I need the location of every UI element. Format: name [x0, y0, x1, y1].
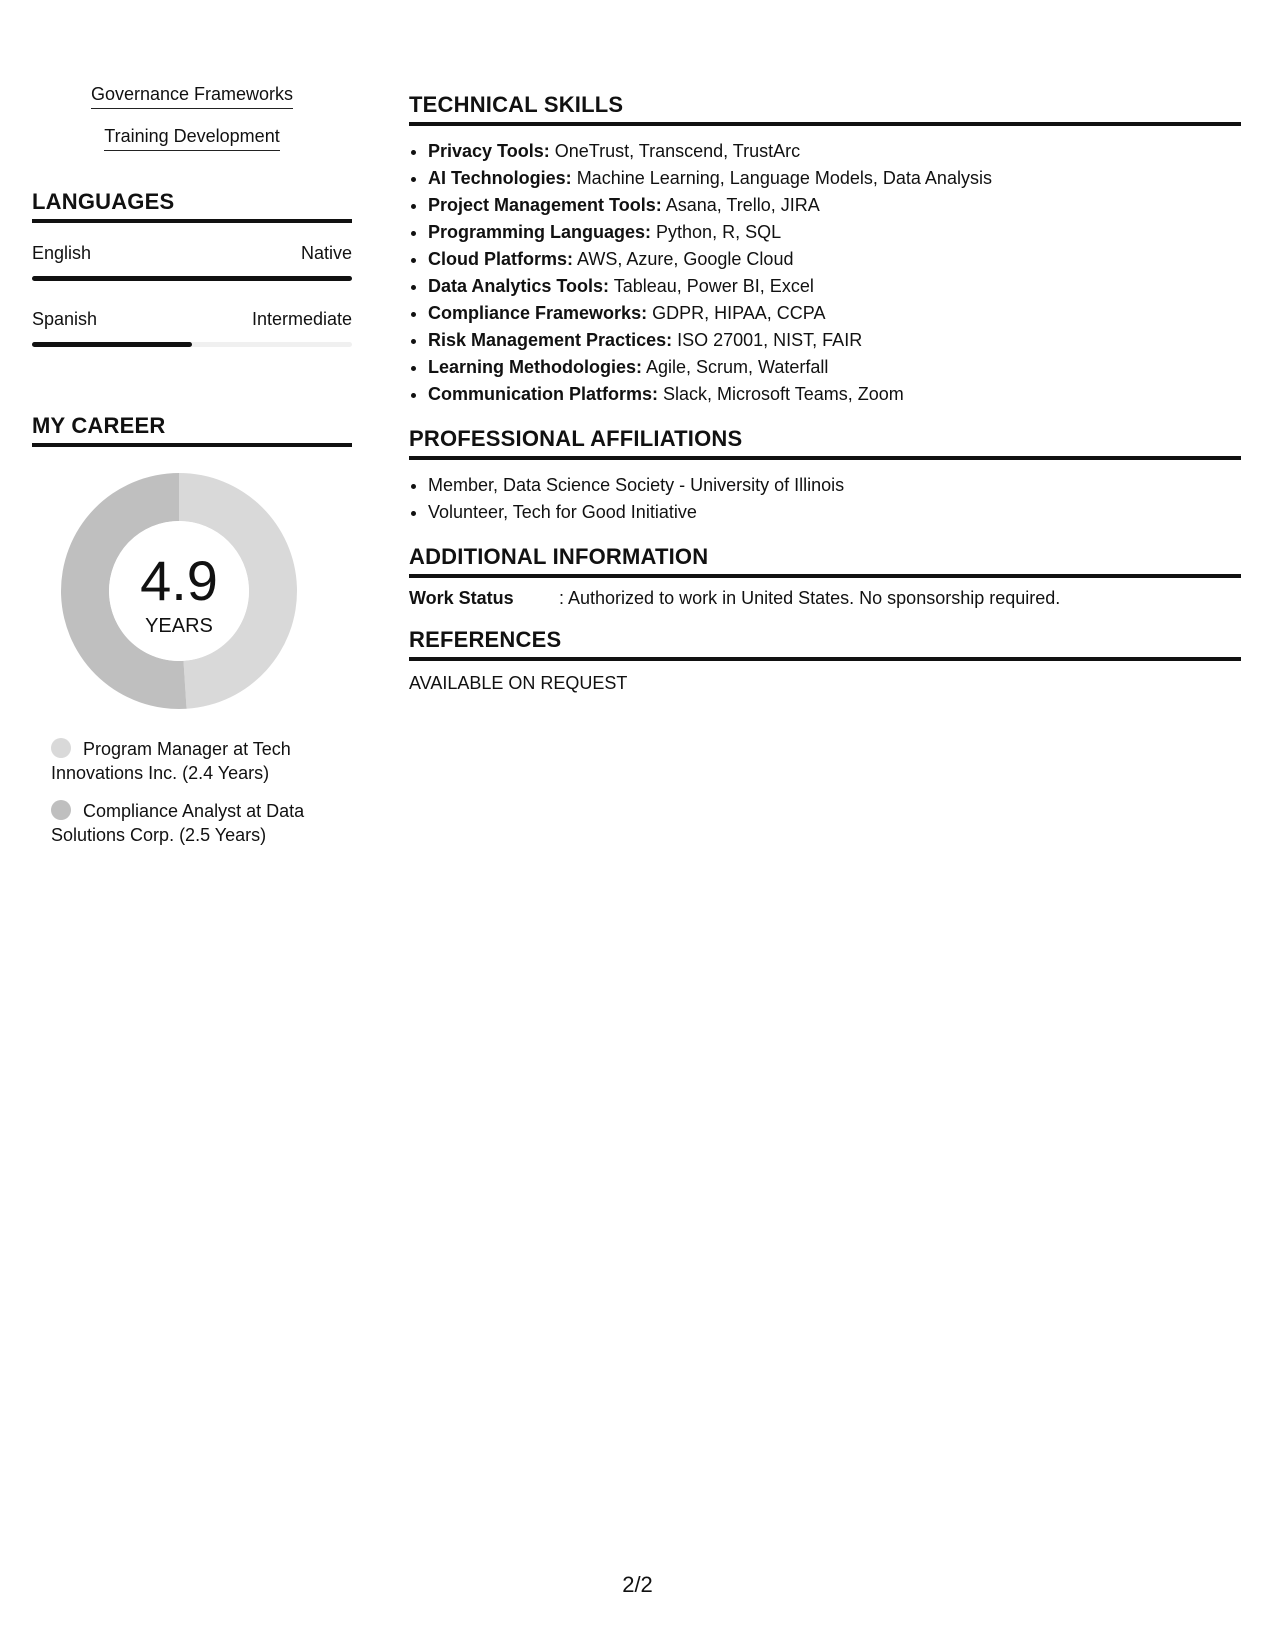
section-heading: ADDITIONAL INFORMATION: [409, 544, 1241, 578]
work-status-row: [409, 588, 1241, 609]
skill-tag-label: Governance Frameworks: [91, 84, 293, 109]
skill-values: Python, R, SQL: [651, 222, 782, 242]
language-proficiency-fill: [32, 342, 192, 347]
language-level: Intermediate: [251, 309, 352, 329]
language-spanish: [32, 309, 352, 347]
skill-tag: [32, 126, 352, 151]
legend-label: Program Manager at Tech Innovations Inc. (2.4 Years): [51, 739, 291, 783]
language-proficiency-bar: [32, 342, 352, 347]
language-name: Spanish: [32, 309, 98, 329]
skill-item: [428, 300, 1241, 327]
skill-item: [428, 219, 1241, 246]
skill-values: Slack, Microsoft Teams, Zoom: [658, 384, 904, 404]
skill-item: [428, 165, 1241, 192]
legend-item: [51, 737, 352, 785]
skill-category: Learning Methodologies:: [428, 357, 642, 377]
technical-skills-section: [409, 92, 1241, 408]
skill-values: Agile, Scrum, Waterfall: [642, 357, 829, 377]
languages-heading: LANGUAGES: [32, 189, 352, 223]
legend-label: Compliance Analyst at Data Solutions Corp. (2.5 Years): [51, 801, 305, 845]
affiliations-section: [409, 426, 1241, 526]
career-total-years: 4.9: [140, 549, 218, 612]
work-status-label: Work Status: [409, 588, 514, 608]
skill-item: [428, 192, 1241, 219]
references-text: AVAILABLE ON REQUEST: [409, 673, 628, 693]
skill-category: Programming Languages:: [428, 222, 652, 242]
section-heading: TECHNICAL SKILLS: [409, 92, 1241, 126]
skill-values: Machine Learning, Language Models, Data Analysis: [571, 168, 992, 188]
section-heading: PROFESSIONAL AFFILIATIONS: [409, 426, 1241, 460]
skill-item: [428, 381, 1241, 408]
right-column: [409, 92, 1241, 712]
technical-skills-list: [409, 138, 1241, 408]
list-item: • Member, Data Science Society - University of Illinois: [428, 472, 1241, 499]
skill-item: [428, 246, 1241, 273]
career-legend: [32, 737, 352, 847]
skill-category: AI Technologies:: [428, 168, 572, 188]
skill-category: Privacy Tools:: [428, 141, 550, 161]
references-section: [409, 627, 1241, 694]
language-level: Native: [300, 243, 352, 263]
skill-category: Cloud Platforms:: [428, 249, 574, 269]
skill-item: [428, 273, 1241, 300]
skill-tag: [32, 84, 352, 109]
skill-category: Data Analytics Tools:: [428, 276, 610, 296]
skill-values: Tableau, Power BI, Excel: [609, 276, 814, 296]
skill-values: ISO 27001, NIST, FAIR: [672, 330, 863, 350]
career-total-unit: YEARS: [145, 615, 213, 637]
skill-values: AWS, Azure, Google Cloud: [573, 249, 794, 269]
work-status-value: : Authorized to work in United States. No sponsorship required.: [559, 588, 1061, 608]
skill-category: Communication Platforms:: [428, 384, 659, 404]
page-number: 2/2: [622, 1572, 653, 1597]
skill-category: Compliance Frameworks:: [428, 303, 648, 323]
additional-info-section: [409, 544, 1241, 609]
affiliations-list: [409, 472, 1241, 526]
skill-values: OneTrust, Transcend, TrustArc: [549, 141, 801, 161]
legend-swatch: [51, 800, 71, 820]
career-donut-chart: [32, 471, 352, 731]
language-proficiency-bar: [32, 276, 352, 281]
skill-item: [428, 327, 1241, 354]
skill-tag-label: Training Development: [104, 126, 279, 151]
left-column: [32, 84, 352, 861]
career-heading: MY CAREER: [32, 413, 352, 447]
legend-swatch: [51, 738, 71, 758]
language-proficiency-fill: [32, 276, 352, 281]
section-heading: REFERENCES: [409, 627, 1241, 661]
skill-item: [428, 354, 1241, 381]
language-name: English: [32, 243, 92, 263]
skill-item: [428, 138, 1241, 165]
legend-item: [51, 799, 352, 847]
skill-category: Project Management Tools:: [428, 195, 662, 215]
language-english: [32, 243, 352, 281]
list-item: • Volunteer, Tech for Good Initiative: [428, 499, 1241, 526]
skill-values: Asana, Trello, JIRA: [661, 195, 820, 215]
skill-values: GDPR, HIPAA, CCPA: [647, 303, 826, 323]
skill-category: Risk Management Practices:: [428, 330, 673, 350]
